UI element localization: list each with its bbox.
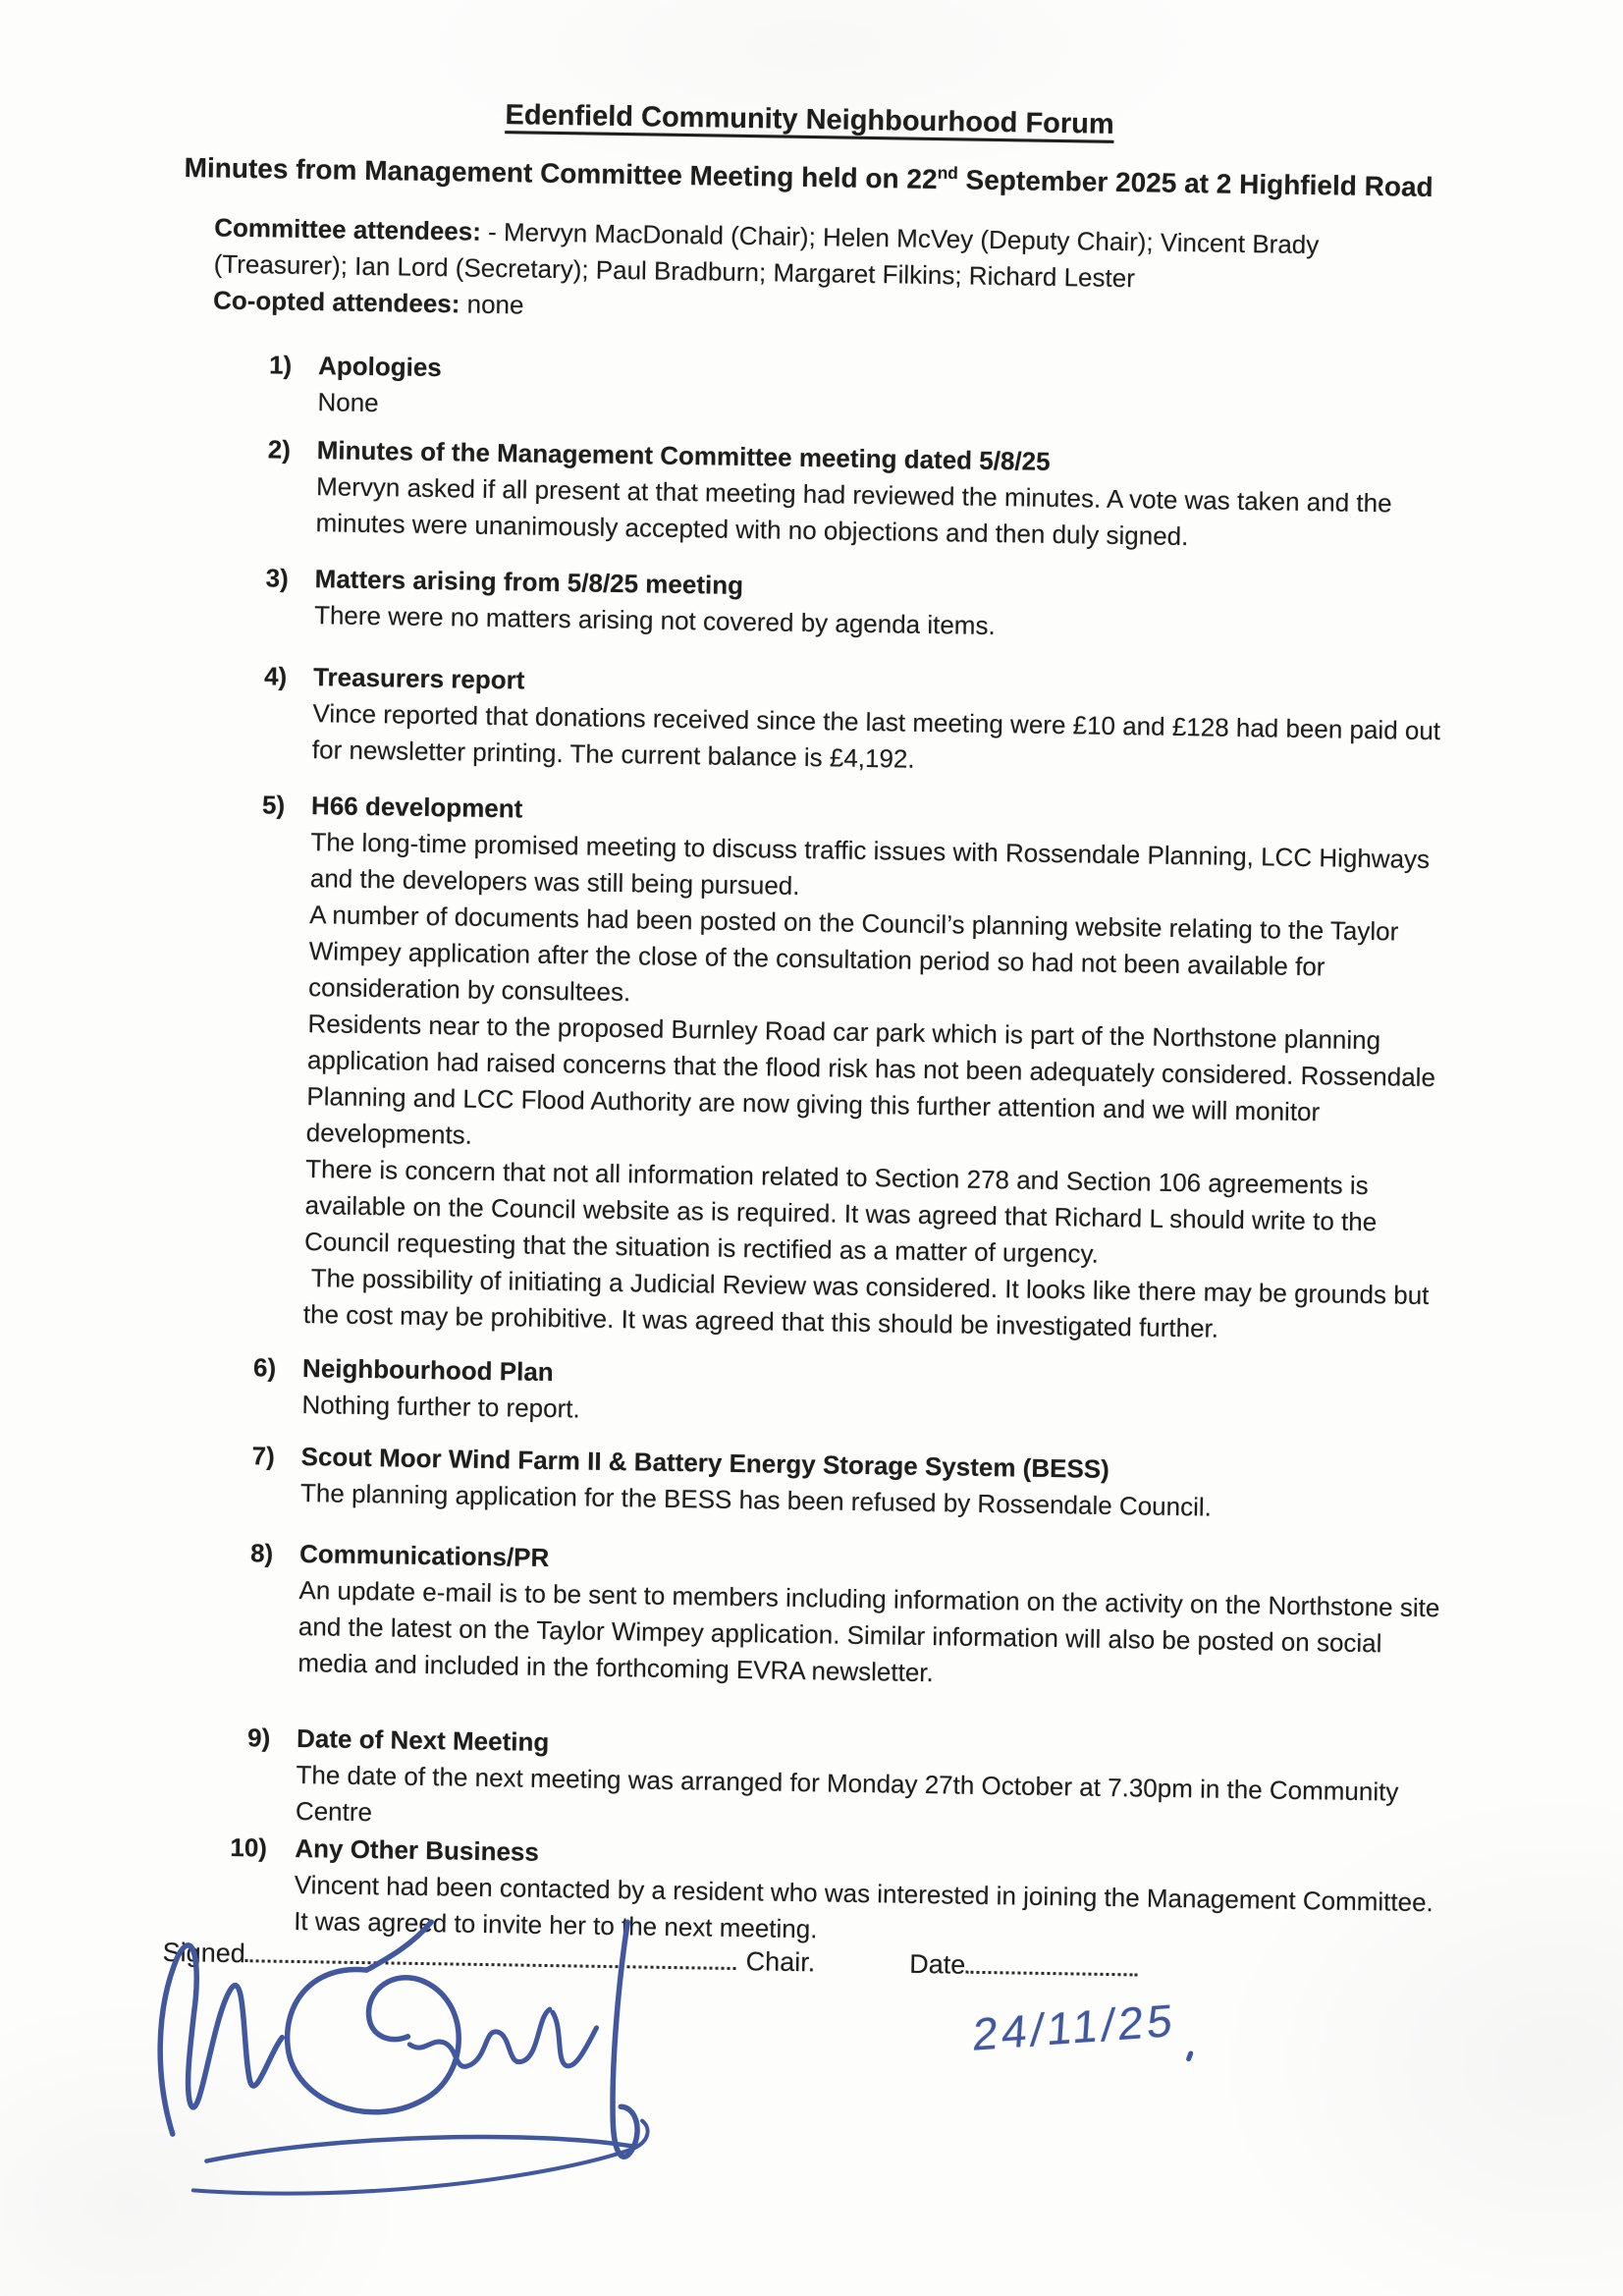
item-heading: Any Other Business	[295, 1832, 540, 1867]
item-number: 3)	[265, 563, 290, 593]
item-body	[298, 1536, 1446, 1699]
agenda-item	[246, 1720, 1444, 1847]
subtitle-pre: Minutes from Management Committee Meeting held on 22	[184, 151, 938, 195]
signature-dotted-line	[245, 1959, 736, 1970]
item-body	[317, 348, 1465, 438]
handwritten-date: 24/11/25	[971, 1994, 1178, 2060]
item-paragraph: Residents near to the proposed Burnley Road car park which is part of the Northstone planning application had raised concerns that the flood risk has not been adequately considered. Rossendale Planning and LCC Flood Authority are now giving this further attention and we will monitor developments.	[305, 1009, 1443, 1150]
item-paragraph: Mervyn asked if all present at that meeting had reviewed the minutes. A vote was taken and the minutes were unanimously accepted with no objections and then duly signed.	[315, 471, 1400, 552]
item-number: 10)	[230, 1831, 268, 1863]
item-paragraph: Vincent had been contacted by a resident who was interested in joining the Management Committee. It was agreed to invite her to the next meeting.	[293, 1869, 1441, 1944]
date-dotted-line	[965, 1971, 1137, 1977]
item-paragraph: A number of documents had been posted on the Council’s planning website relating to the Taylor Wimpey application after the close of the consultation period so had not been available for consideration by consultees.	[307, 900, 1406, 1008]
agenda-item	[265, 560, 1462, 651]
item-number: 4)	[263, 661, 288, 691]
agenda-item	[266, 431, 1464, 559]
item-heading: Apologies	[317, 351, 442, 383]
item-paragraph: None	[317, 387, 379, 418]
item-number: 5)	[261, 790, 286, 820]
agenda-item	[254, 787, 1459, 1350]
item-number: 2)	[267, 434, 292, 465]
item-body	[300, 1439, 1448, 1529]
item-number: 8)	[249, 1538, 274, 1568]
agenda-item	[268, 347, 1465, 438]
item-paragraph: The long-time promised meeting to discuss traffic issues with Rossendale Planning, LCC Highways and the developers was still being pursued.	[309, 827, 1437, 901]
pen-mark	[1185, 2050, 1194, 2062]
document-subtitle	[0, 149, 1620, 206]
item-paragraph: Vince reported that donations received since the last meeting were £10 and £128 had been paid out for newsletter printing. The current balance is £4,192.	[311, 698, 1448, 774]
item-heading: Neighbourhood Plan	[301, 1353, 554, 1388]
item-heading: Date of Next Meeting	[296, 1722, 550, 1758]
item-body	[296, 1721, 1444, 1847]
page-title	[0, 91, 1621, 149]
item-body	[315, 432, 1464, 559]
item-paragraph: The planning application for the BESS has been refused by Rossendale Council.	[299, 1478, 1213, 1522]
item-paragraph: There is concern that not all information related to Section 278 and Section 106 agreements is available on the Council website as is required. It was agreed that Richard L should write to the Council requesting that the situation is rectified as a matter of urgency.	[303, 1154, 1384, 1269]
coopted-value: none	[460, 289, 524, 320]
item-body	[312, 659, 1461, 786]
item-paragraph: Nothing further to report.	[301, 1390, 580, 1424]
attendees-names: - Mervyn MacDonald (Chair); Helen McVey (Deputy Chair); Vincent Brady (Treasurer); Ian Lord (Secretary); Paul Bradburn; Margaret Filkins; Richard Lester	[213, 216, 1326, 294]
coopted-label: Co-opted attendees:	[212, 285, 460, 319]
item-paragraph: An update e-mail is to be sent to members including information on the activity on the Northstone site and the latest on the Taylor Wimpey application. Similar information will also be posted on social media and included in the forthcoming EVRA newsletter.	[298, 1575, 1447, 1688]
agenda-list	[230, 347, 1465, 1957]
item-paragraph: There were no matters arising not covered by agenda items.	[313, 600, 996, 641]
item-body	[294, 1831, 1442, 1957]
item-number: 1)	[268, 350, 293, 380]
item-body	[303, 788, 1459, 1350]
item-paragraph: The possibility of initiating a Judicial Review was considered. It looks like there may be grounds but the cost may be prohibitive. It was agreed that this should be investigated further.	[302, 1263, 1436, 1343]
agenda-item	[252, 1349, 1449, 1441]
page-title-text: Edenfield Community Neighbourhood Forum	[505, 99, 1114, 140]
attendees-block	[213, 209, 1437, 338]
subtitle-post: September 2025 at 2 Highfield Road	[957, 164, 1434, 202]
item-heading: Matters arising from 5/8/25 meeting	[314, 564, 744, 600]
item-heading: Minutes of the Management Committee meeting dated 5/8/25	[316, 435, 1051, 476]
item-heading: H66 development	[310, 791, 523, 824]
item-body	[301, 1350, 1449, 1441]
item-number: 9)	[246, 1722, 271, 1753]
agenda-item	[251, 1438, 1448, 1529]
subtitle-ordinal: nd	[937, 162, 959, 184]
item-number: 6)	[252, 1352, 277, 1383]
item-heading: Communications/PR	[298, 1539, 550, 1573]
agenda-item	[230, 1830, 1442, 1957]
agenda-item	[263, 658, 1461, 786]
item-heading: Treasurers report	[312, 662, 525, 695]
item-body	[314, 561, 1462, 651]
chair-label: Chair.	[745, 1946, 816, 1978]
signed-label: Signed	[162, 1937, 245, 1969]
item-paragraph: The date of the next meeting was arranged for Monday 27th October at 7.30pm in the Community Centre	[295, 1759, 1406, 1828]
item-number: 7)	[251, 1441, 276, 1471]
attendees-label: Committee attendees:	[214, 212, 482, 246]
agenda-item	[248, 1535, 1446, 1699]
item-heading: Scout Moor Wind Farm II & Battery Energy Storage System (BESS)	[300, 1442, 1110, 1484]
date-label: Date	[908, 1948, 966, 1980]
